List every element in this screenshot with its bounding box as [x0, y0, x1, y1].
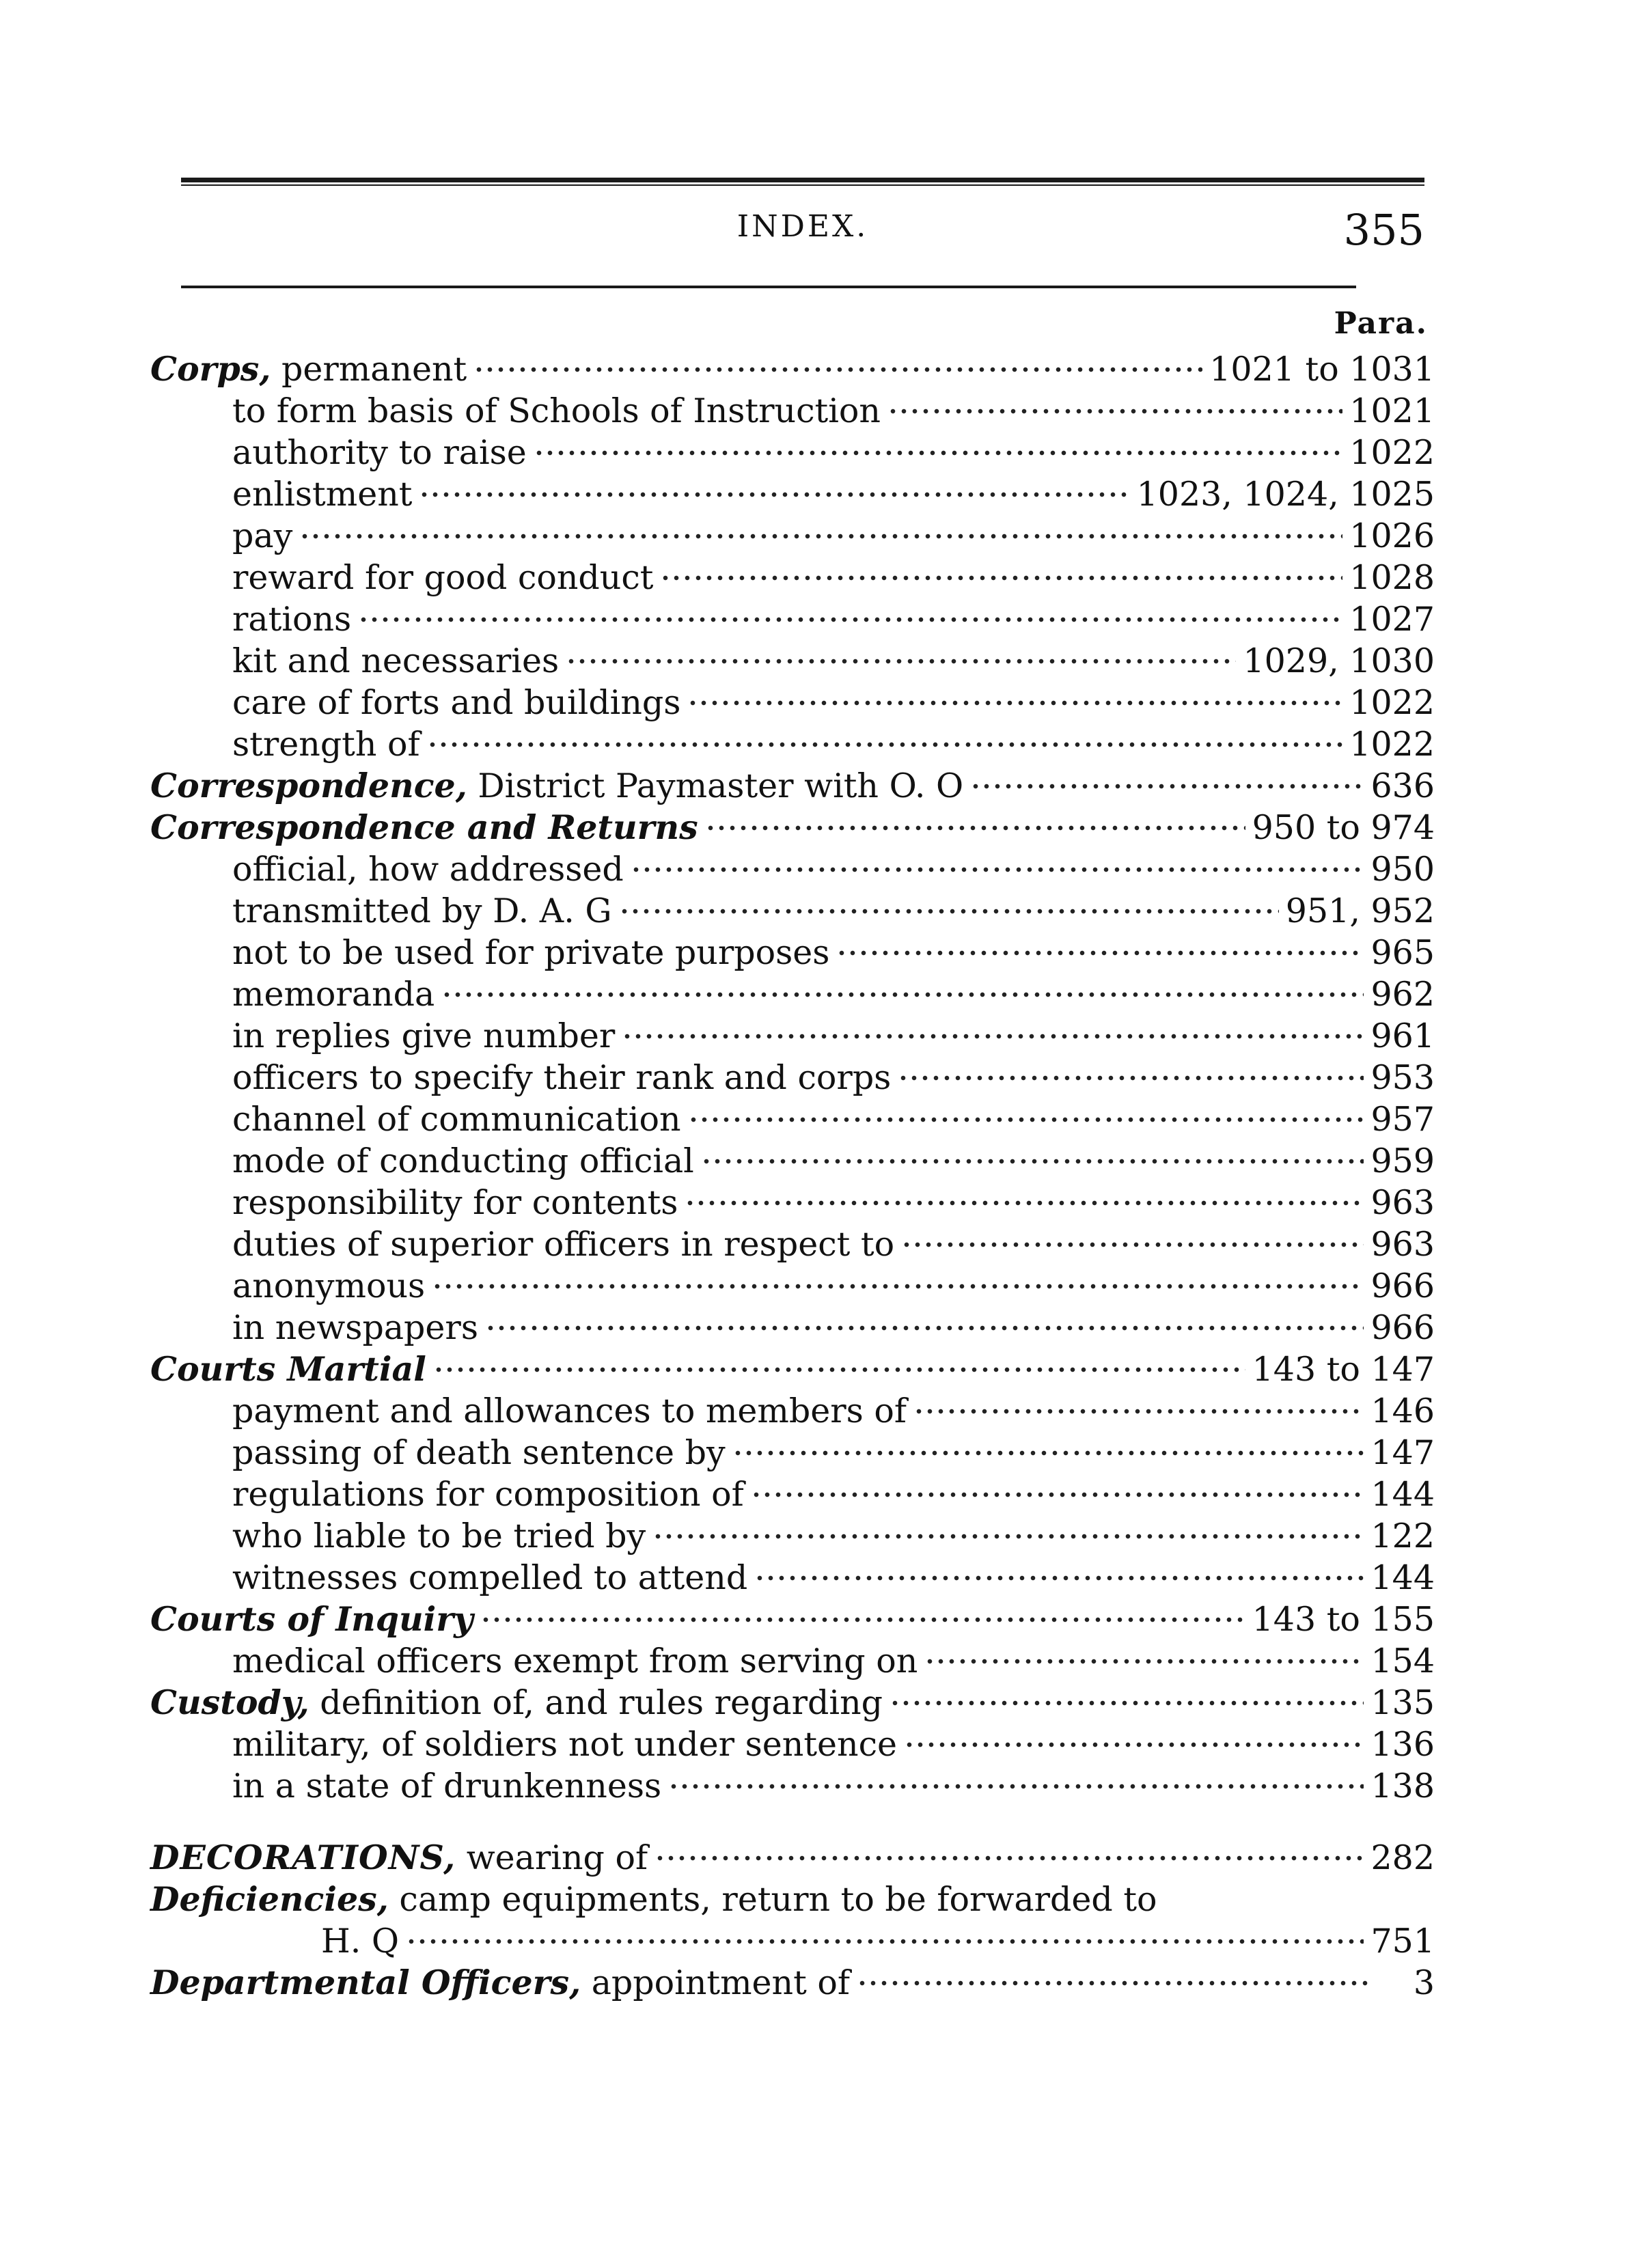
leader-dots: [480, 1613, 1245, 1627]
index-entry: [150, 1390, 1435, 1432]
entry-reference: 957: [1370, 1100, 1435, 1139]
entry-text: rations: [232, 600, 352, 639]
entry-reference: 143 to 155: [1252, 1600, 1435, 1639]
entry-text: in a state of drunkenness: [232, 1767, 662, 1806]
index-entry: [150, 723, 1435, 765]
entry-reference: 963: [1370, 1183, 1435, 1222]
entry-text: medical officers exempt from serving on: [232, 1642, 918, 1681]
index-entry: [150, 807, 1435, 848]
leader-dots: [485, 1321, 1364, 1335]
entry-term: Custody,: [150, 1683, 309, 1722]
index-entry: [150, 1640, 1435, 1682]
leader-dots: [754, 1571, 1364, 1585]
entry-text: mode of conducting official: [232, 1142, 694, 1180]
entry-reference: 751: [1370, 1922, 1435, 1961]
entry-text: strength of: [232, 725, 420, 764]
entry-reference: 138: [1370, 1767, 1435, 1806]
index-entry: [150, 473, 1435, 515]
entry-text: care of forts and buildings: [232, 683, 681, 722]
column-label: Para.: [1334, 306, 1428, 341]
entry-reference: 966: [1370, 1267, 1435, 1305]
entry-term: Courts of Inquiry: [150, 1599, 473, 1639]
index-entry: [150, 765, 1435, 807]
index-entry: [150, 1223, 1435, 1265]
index-entry: [150, 1182, 1435, 1223]
index-entry: [150, 557, 1435, 598]
entry-text: passing of death sentence by: [232, 1433, 726, 1472]
leader-dots: [857, 1976, 1373, 1990]
index-entry: [150, 1682, 1435, 1724]
entry-reference: 966: [1370, 1308, 1435, 1347]
index-entry: [150, 932, 1435, 973]
leader-dots: [654, 1851, 1364, 1865]
entry-reference: 1021: [1349, 391, 1435, 430]
index-entry: [150, 348, 1435, 390]
entry-reference: 146: [1370, 1392, 1435, 1430]
entry-reference: 636: [1370, 766, 1435, 805]
leader-dots: [688, 1113, 1364, 1126]
entry-reference: 1023, 1024, 1025: [1136, 475, 1435, 514]
entry-text: anonymous: [232, 1267, 426, 1305]
entry-reference: 1026: [1349, 516, 1435, 555]
header-bottom-rule: [181, 286, 1356, 288]
leader-dots: [970, 779, 1364, 793]
entry-term: Corps,: [150, 349, 271, 389]
running-title: INDEX.: [736, 209, 869, 244]
entry-text: regulations for composition of: [232, 1475, 744, 1514]
entry-term: Deficiencies,: [150, 1879, 389, 1919]
index-entry: [150, 890, 1435, 932]
header-top-rule-thin: [181, 184, 1424, 186]
index-entry: [150, 1349, 1435, 1390]
index-entry: [150, 1098, 1435, 1140]
leader-dots: [901, 1238, 1364, 1251]
leader-dots: [631, 863, 1364, 876]
index-entry: [150, 973, 1435, 1015]
index-entry: [150, 1837, 1435, 1879]
entry-text: camp equipments, return to be forwarded to: [388, 1880, 1157, 1919]
entry-text: in newspapers: [232, 1308, 478, 1347]
entry-reference: 959: [1370, 1142, 1435, 1180]
entry-reference: 1022: [1349, 433, 1435, 472]
leader-dots: [751, 1488, 1364, 1502]
entry-term: Courts Martial: [150, 1349, 426, 1389]
leader-dots: [701, 1154, 1364, 1168]
entry-text: pay: [232, 516, 293, 555]
index-entry: [150, 848, 1435, 890]
entry-reference: 3: [1413, 1963, 1435, 2002]
leader-dots: [836, 946, 1364, 960]
leader-dots: [432, 1280, 1364, 1293]
index-entry: [150, 390, 1435, 432]
index-entry: [150, 1962, 1435, 2004]
entry-text: enlistment: [232, 475, 413, 514]
entry-text: definition of, and rules regarding: [309, 1683, 883, 1722]
entry-reference: 950 to 974: [1252, 808, 1435, 847]
leader-dots: [898, 1071, 1364, 1085]
entry-text: not to be used for private purposes: [232, 933, 830, 972]
entry-reference: 1021 to 1031: [1209, 350, 1435, 389]
entry-reference: 154: [1370, 1642, 1435, 1681]
entry-reference: 962: [1370, 975, 1435, 1014]
index-entry: [150, 432, 1435, 473]
entry-term: Correspondence,: [150, 766, 467, 805]
entry-text: transmitted by D. A. G: [232, 891, 612, 930]
entry-text: wearing of: [456, 1838, 648, 1877]
leader-dots: [687, 696, 1342, 710]
entry-text: to form basis of Schools of Instruction: [232, 391, 881, 430]
index-entry: [150, 1557, 1435, 1599]
entry-reference: 147: [1370, 1433, 1435, 1472]
entry-term: DECORATIONS,: [150, 1838, 456, 1877]
entry-text: District Paymaster with O. O: [467, 766, 964, 805]
entry-reference: 951, 952: [1285, 891, 1435, 930]
leader-dots: [705, 821, 1245, 835]
leader-dots: [652, 1530, 1364, 1543]
leader-dots: [433, 1363, 1245, 1377]
leader-dots: [660, 571, 1342, 585]
entry-text: in replies give number: [232, 1017, 616, 1055]
entry-text: payment and allowances to members of: [232, 1392, 907, 1430]
index-entry: [150, 1599, 1435, 1640]
leader-dots: [904, 1738, 1364, 1752]
entry-text: duties of superior officers in respect to: [232, 1225, 895, 1264]
index-entry: [150, 1920, 1435, 1962]
index-entry: [150, 1307, 1435, 1349]
leader-dots: [427, 738, 1343, 751]
index-entry: [150, 598, 1435, 640]
entry-reference: 143 to 147: [1252, 1350, 1435, 1389]
entry-text: military, of soldiers not under sentence: [232, 1725, 898, 1764]
entry-text: channel of communication: [232, 1100, 681, 1139]
entry-reference: 1029, 1030: [1243, 641, 1435, 680]
leader-dots: [732, 1446, 1364, 1460]
index-entry: [150, 1765, 1435, 1807]
leader-dots: [358, 613, 1342, 626]
leader-dots: [473, 363, 1202, 376]
index-entries: [150, 348, 1435, 2004]
index-entry: [150, 1724, 1435, 1765]
entry-reference: 1022: [1349, 725, 1435, 764]
entry-reference: 961: [1370, 1017, 1435, 1055]
entry-term: Correspondence and Returns: [150, 807, 698, 847]
index-entry: [150, 640, 1435, 682]
leader-dots: [534, 446, 1343, 460]
entry-reference: 965: [1370, 933, 1435, 972]
entry-reference: 144: [1370, 1558, 1435, 1597]
entry-text: responsibility for contents: [232, 1183, 678, 1222]
leader-dots: [419, 488, 1129, 501]
leader-dots: [622, 1029, 1364, 1043]
entry-reference: 1027: [1349, 600, 1435, 639]
leader-dots: [441, 988, 1364, 1001]
leader-dots: [924, 1655, 1364, 1668]
index-entry: [150, 1015, 1435, 1057]
entry-reference: 950: [1370, 850, 1435, 889]
leader-dots: [299, 529, 1342, 543]
entry-reference: 136: [1370, 1725, 1435, 1764]
leader-dots: [566, 654, 1236, 668]
leader-dots: [406, 1935, 1364, 1948]
entry-term: Departmental Officers,: [150, 1963, 581, 2002]
entry-reference: 1022: [1349, 683, 1435, 722]
index-entry: [150, 682, 1435, 723]
entry-text: H. Q: [321, 1922, 400, 1961]
index-entry: [150, 1879, 1435, 1920]
entry-text: official, how addressed: [232, 850, 624, 889]
leader-dots: [890, 1696, 1364, 1710]
entry-text: witnesses compelled to attend: [232, 1558, 748, 1597]
entry-reference: 282: [1370, 1838, 1435, 1877]
entry-text: kit and necessaries: [232, 641, 560, 680]
entry-reference: 1028: [1349, 558, 1435, 597]
index-entry: [150, 515, 1435, 557]
entry-text: permanent: [271, 350, 467, 389]
entry-text: officers to specify their rank and corps: [232, 1058, 892, 1097]
entry-reference: 122: [1370, 1517, 1435, 1555]
entry-text: memoranda: [232, 975, 435, 1014]
running-head: [181, 205, 1424, 260]
leader-dots: [619, 904, 1279, 918]
entry-text: reward for good conduct: [232, 558, 654, 597]
index-entry: [150, 1515, 1435, 1557]
page-number: 355: [1343, 205, 1424, 255]
entry-reference: 963: [1370, 1225, 1435, 1264]
index-entry: [150, 1265, 1435, 1307]
index-entry: [150, 1432, 1435, 1474]
entry-reference: 135: [1370, 1683, 1435, 1722]
leader-dots: [887, 404, 1342, 418]
header-top-rule: [181, 178, 1424, 182]
entry-reference: 144: [1370, 1475, 1435, 1514]
leader-dots: [668, 1780, 1364, 1793]
index-entry: [150, 1474, 1435, 1515]
entry-text: appointment of: [581, 1963, 851, 2002]
leader-dots: [913, 1405, 1364, 1418]
entry-reference: 953: [1370, 1058, 1435, 1097]
index-entry: [150, 1140, 1435, 1182]
entry-text: authority to raise: [232, 433, 527, 472]
leader-dots: [685, 1196, 1364, 1210]
entry-text: who liable to be tried by: [232, 1517, 646, 1555]
index-entry: [150, 1057, 1435, 1098]
